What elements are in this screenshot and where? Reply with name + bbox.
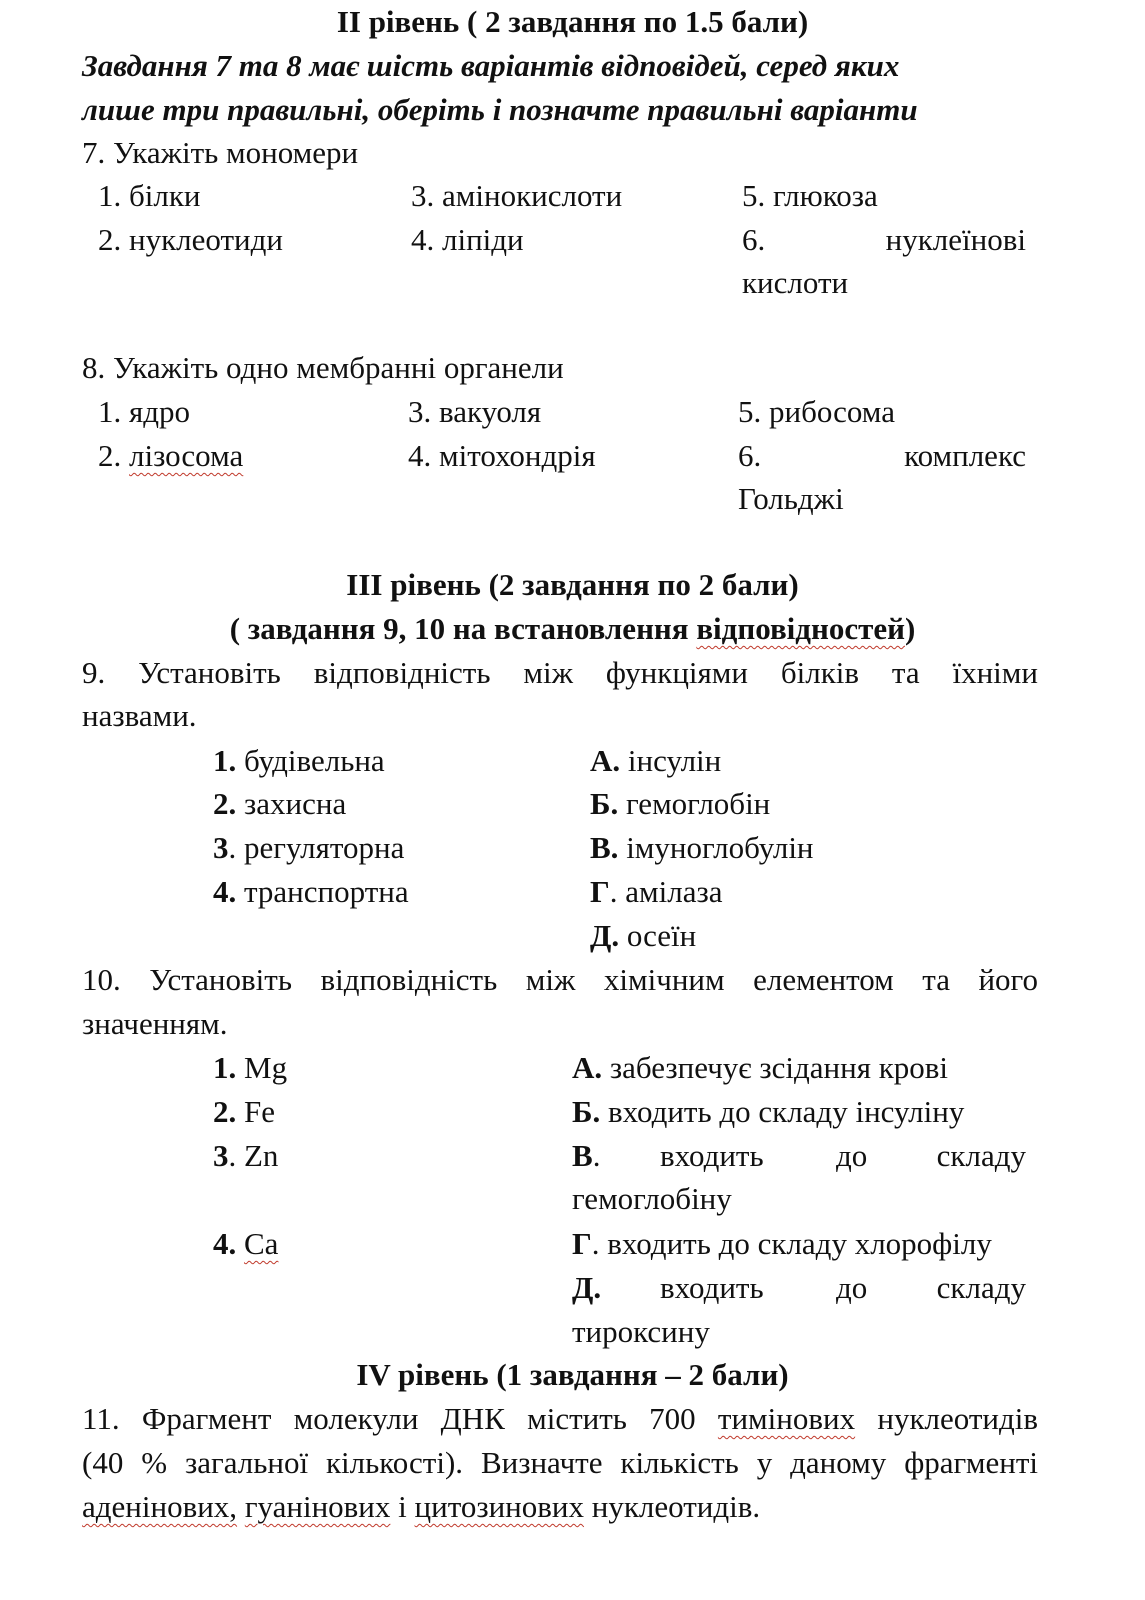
q11-line3-word2: гуанінових xyxy=(244,1489,391,1524)
level3-subtitle-underlined: відповідностей xyxy=(696,611,905,646)
q9-left-item xyxy=(213,739,385,783)
q10-right-d-word1: входить xyxy=(660,1270,764,1305)
level4-title: ІV рівень (1 завдання – 2 бали) xyxy=(356,1357,789,1392)
q9-left-number: 2. xyxy=(213,786,237,821)
q9-right-letter: Г xyxy=(590,874,610,909)
q10-right-dot: . xyxy=(592,1138,601,1173)
q9-right-item xyxy=(590,782,770,826)
q10-question-line1: 10. Установіть відповідність між хімічним елементом та його xyxy=(82,962,1038,997)
q10-right-c-letter xyxy=(572,1134,600,1178)
q7-option-3: 3. амінокислоти xyxy=(411,178,623,213)
q8-option-6 xyxy=(738,434,1026,478)
q9-right-item xyxy=(590,739,721,783)
level3-subtitle-closing: ) xyxy=(904,611,916,646)
q8-option-3: 3. вакуоля xyxy=(408,394,542,429)
q10-left-number: 3 xyxy=(213,1138,229,1173)
q10-right-item-g xyxy=(572,1222,992,1266)
q7-option-6 xyxy=(742,218,1026,262)
q9-left-item xyxy=(213,782,346,826)
q10-right-letter: Г xyxy=(572,1226,592,1261)
q7-option-5: 5. глюкоза xyxy=(742,178,878,213)
q11-line3-word1: аденінових, xyxy=(82,1489,238,1524)
q11-line3-space xyxy=(237,1489,245,1524)
q9-right-text: . амілаза xyxy=(609,874,723,909)
q10-right-letter: В xyxy=(572,1138,593,1173)
q9-left-item xyxy=(213,870,409,914)
q9-right-item xyxy=(590,870,722,914)
q10-right-item-a xyxy=(572,1046,948,1090)
level3-title: ІІІ рівень (2 завдання по 2 бали) xyxy=(346,567,799,602)
q9-right-text: гемоглобін xyxy=(618,786,771,821)
q10-right-c-word1: входить xyxy=(660,1138,764,1173)
q10-right-item-c xyxy=(572,1134,1026,1178)
q10-left-text: Fe xyxy=(236,1094,275,1129)
q9-right-text: осеїн xyxy=(619,918,697,953)
q10-left-text: Ca xyxy=(244,1226,279,1261)
q7-option-2: 2. нуклеотиди xyxy=(98,222,283,257)
q7-option-6-number: 6. xyxy=(742,222,766,257)
q10-right-d-continuation: тироксину xyxy=(572,1314,710,1349)
q9-right-text: інсулін xyxy=(620,743,722,778)
q10-left-text: . Zn xyxy=(228,1138,279,1173)
q10-right-c-continuation: гемоглобіну xyxy=(572,1181,732,1216)
q10-left-text: Mg xyxy=(236,1050,288,1085)
q9-left-number: 4. xyxy=(213,874,237,909)
q10-left-item xyxy=(213,1222,278,1266)
q10-right-d-word3: складу xyxy=(936,1270,1026,1305)
q8-question: 8. Укажіть одно мембранні органели xyxy=(82,350,564,385)
q10-right-item-d xyxy=(572,1266,1026,1310)
q7-option-6-word: нуклеїнові xyxy=(885,222,1026,257)
q10-left-item xyxy=(213,1090,275,1134)
q8-option-2-number: 2. xyxy=(98,438,122,473)
q8-option-2 xyxy=(98,434,243,478)
q8-option-2-word: лізосома xyxy=(129,438,244,473)
q9-left-number: 3 xyxy=(213,830,229,865)
q10-right-letter: Д. xyxy=(572,1270,602,1305)
q9-question-line2: назвами. xyxy=(82,698,197,733)
q10-right-text: входить до складу інсуліну xyxy=(600,1094,965,1129)
level3-subtitle-text: ( завдання 9, 10 на встановлення xyxy=(229,611,697,646)
q10-right-text: . входить до складу хлорофілу xyxy=(591,1226,992,1261)
q11-line2: (40 % загальної кількості). Визначте кількість у даному фрагменті xyxy=(82,1445,1038,1480)
q9-left-text: . регуляторна xyxy=(228,830,405,865)
q8-option-5: 5. рибосома xyxy=(738,394,895,429)
q8-option-4: 4. мітохондрія xyxy=(408,438,596,473)
q10-right-text: забезпечує зсідання крові xyxy=(602,1050,949,1085)
q8-option-6-continuation: Гольджі xyxy=(738,481,844,516)
q8-option-6-word: комплекс xyxy=(904,438,1026,473)
q9-left-text: захисна xyxy=(236,786,347,821)
q11-line3 xyxy=(82,1485,760,1529)
q9-left-item xyxy=(213,826,404,870)
level2-title: ІІ рівень ( 2 завдання по 1.5 бали) xyxy=(336,4,809,39)
q9-left-text: будівельна xyxy=(236,743,385,778)
level3-subtitle xyxy=(0,607,1145,651)
q10-right-c-word3: складу xyxy=(936,1138,1026,1173)
q9-left-text: транспортна xyxy=(236,874,409,909)
level2-instruction-line2: лише три правильні, оберіть і позначте правильні варіанти xyxy=(82,92,918,127)
q9-right-letter: Д. xyxy=(590,918,620,953)
q8-option-1: 1. ядро xyxy=(98,394,191,429)
q11-line3-word3: цитозинових xyxy=(414,1489,585,1524)
q10-right-d-word2: до xyxy=(836,1270,868,1305)
level2-instruction-line1: Завдання 7 та 8 має шість варіантів відповідей, серед яких xyxy=(82,48,900,83)
q9-right-text: імуноглобулін xyxy=(618,830,814,865)
q10-question-line2: значенням. xyxy=(82,1006,228,1041)
q9-right-letter: А. xyxy=(590,743,621,778)
q10-left-item xyxy=(213,1046,287,1090)
q9-right-letter: В. xyxy=(590,830,619,865)
q10-left-number: 1. xyxy=(213,1050,237,1085)
q11-line1-text: 11. Фрагмент молекули ДНК містить 700 xyxy=(82,1401,718,1436)
q8-option-6-number: 6. xyxy=(738,438,762,473)
q11-line3-conjunction: і xyxy=(390,1489,415,1524)
q7-option-6-continuation: кислоти xyxy=(742,265,849,300)
q11-line1-underlined: тимінових xyxy=(717,1401,856,1436)
q10-right-item-b xyxy=(572,1090,964,1134)
q10-left-item xyxy=(213,1134,278,1178)
q9-right-item xyxy=(590,826,814,870)
q11-line1-end: нуклеотидів xyxy=(855,1401,1038,1436)
q9-question-line1: 9. Установіть відповідність між функціями білків та їхніми xyxy=(82,655,1038,690)
q10-right-letter: А. xyxy=(572,1050,603,1085)
q7-option-4: 4. ліпіди xyxy=(411,222,524,257)
q7-question: 7. Укажіть мономери xyxy=(82,135,359,170)
q11-line3-end: нуклеотидів. xyxy=(584,1489,761,1524)
q10-right-letter: Б. xyxy=(572,1094,601,1129)
q9-right-letter: Б. xyxy=(590,786,619,821)
q10-right-c-word2: до xyxy=(836,1138,868,1173)
q10-left-number: 4. xyxy=(213,1226,237,1261)
q10-left-number: 2. xyxy=(213,1094,237,1129)
q9-left-number: 1. xyxy=(213,743,237,778)
q9-right-item xyxy=(590,914,696,958)
q7-option-1: 1. білки xyxy=(98,178,201,213)
q11-line1 xyxy=(82,1397,1038,1441)
